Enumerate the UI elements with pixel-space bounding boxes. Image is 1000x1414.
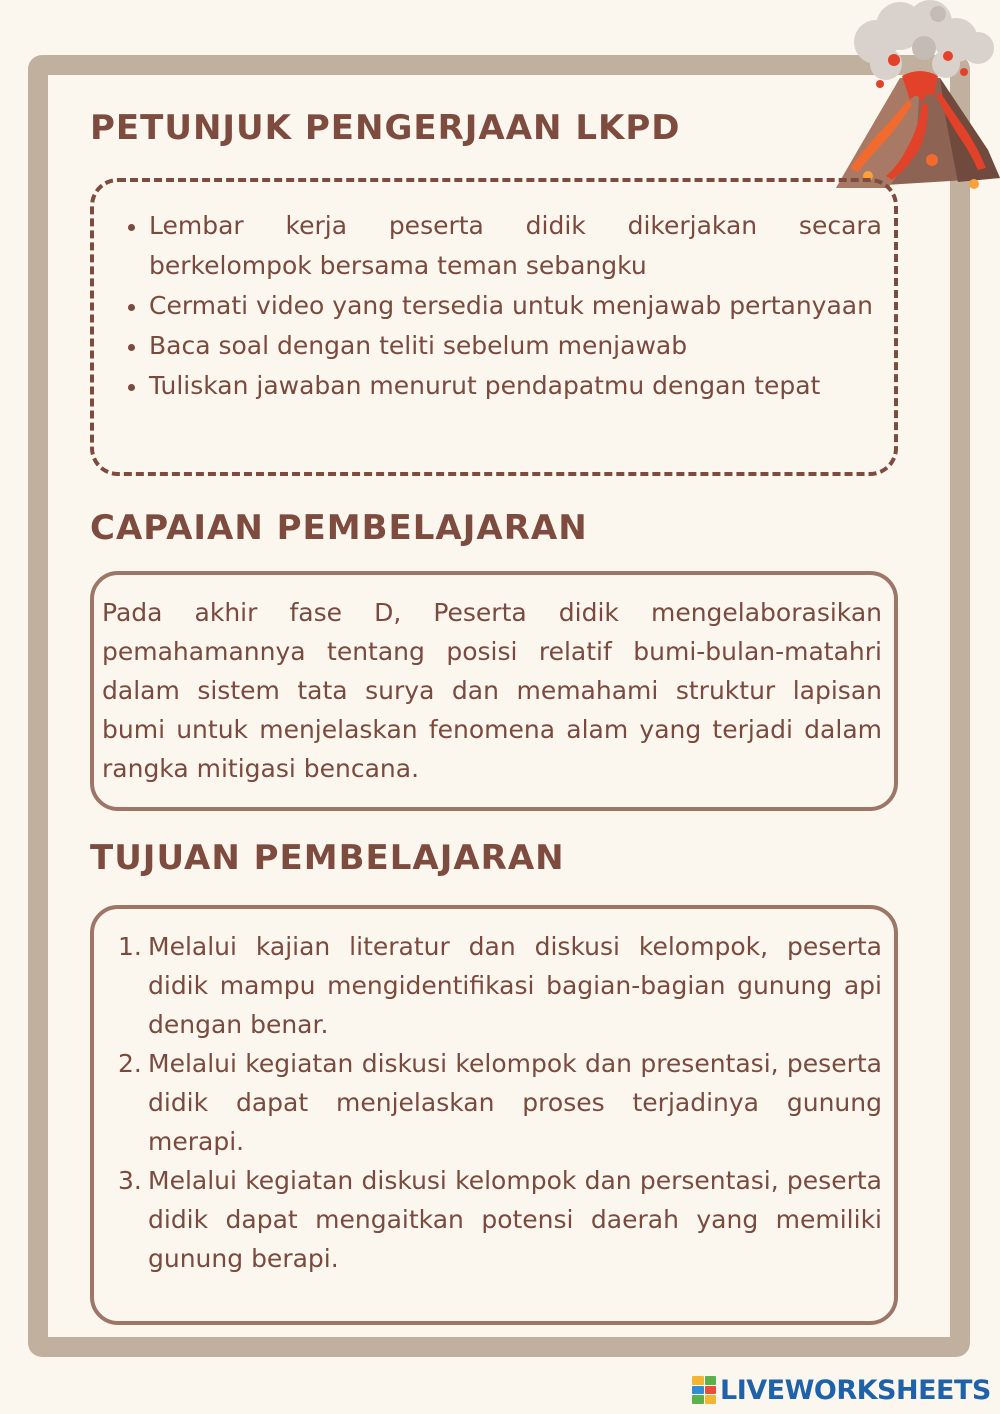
list-number: 3. (118, 1166, 142, 1195)
capaian-title: CAPAIAN PEMBELAJARAN (90, 508, 588, 548)
bullet-icon (128, 304, 135, 311)
list-item: Baca soal dengan teliti sebelum menjawab (94, 326, 882, 366)
volcano-icon (828, 0, 1000, 195)
petunjuk-box (90, 178, 898, 476)
liveworksheets-logo-icon (692, 1376, 716, 1404)
tujuan-box (90, 905, 898, 1325)
brand-text: LIVEWORKSHEETS (720, 1374, 991, 1406)
capaian-text: Pada akhir fase D, Peserta didik mengelaborasikan pemahamannya tentang posisi relatif bumi-bulan-matahri dalam sistem tata surya dan memahami struktur lapisan bumi untuk menjelaskan fenomena alam yang terjadi dalam rangka mitigasi bencana. (102, 598, 882, 783)
list-number: 1. (118, 932, 142, 961)
list-item: Tuliskan jawaban menurut pendapatmu dengan tepat (94, 366, 882, 406)
capaian-box (90, 571, 898, 811)
petunjuk-list (94, 206, 882, 406)
list-item (94, 1044, 882, 1161)
bullet-icon (128, 224, 135, 231)
list-number: 2. (118, 1049, 142, 1078)
list-item (94, 1161, 882, 1278)
bullet-icon (128, 344, 135, 351)
list-item: Cermati video yang tersedia untuk menjawab pertanyaan (94, 286, 882, 326)
list-text: Melalui kegiatan diskusi kelompok dan presentasi, peserta didik dapat menjelaskan proses terjadinya gunung merapi. (148, 1049, 882, 1156)
list-text: Melalui kajian literatur dan diskusi kelompok, peserta didik mampu mengidentifikasi bagian-bagian gunung api dengan benar. (148, 932, 882, 1039)
liveworksheets-brand[interactable] (692, 1372, 991, 1408)
tujuan-title: TUJUAN PEMBELAJARAN (90, 838, 565, 878)
bullet-icon (128, 384, 135, 391)
list-item: Lembar kerja peserta didik dikerjakan secara berkelompok bersama teman sebangku (94, 206, 882, 286)
tujuan-list (94, 927, 882, 1278)
list-text: Melalui kegiatan diskusi kelompok dan persentasi, peserta didik dapat mengaitkan potensi daerah yang memiliki gunung berapi. (148, 1166, 882, 1273)
list-item (94, 927, 882, 1044)
petunjuk-title: PETUNJUK PENGERJAAN LKPD (90, 108, 681, 148)
